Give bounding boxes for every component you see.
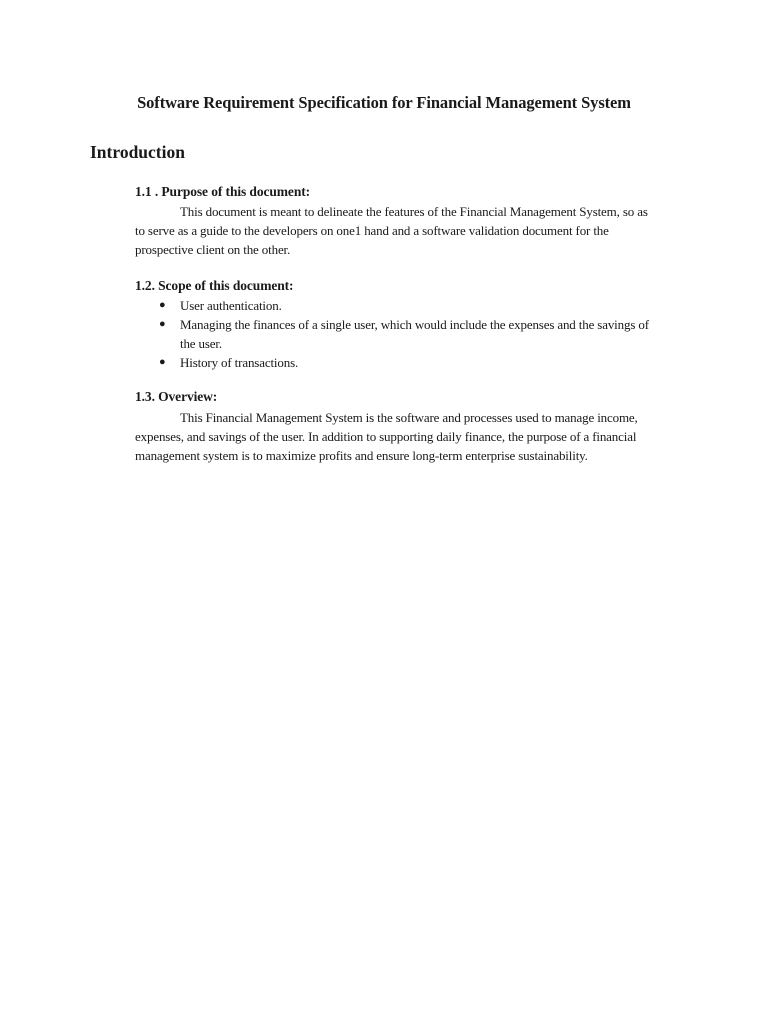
bullet-icon: ● [159,356,166,368]
scope-heading: 1.2. Scope of this document: [135,278,294,293]
scope-item-text: History of transactions. [180,355,299,370]
scope-list [135,296,655,372]
list-item [135,315,655,353]
bullet-icon: ● [159,318,166,330]
section-heading-introduction: Introduction [90,142,185,162]
overview-paragraph [135,408,655,465]
purpose-heading: 1.1 . Purpose of this document: [135,184,311,199]
list-item [135,296,655,315]
purpose-paragraph [135,202,655,259]
scope-item-text: User authentication. [180,298,282,313]
overview-heading: 1.3. Overview: [135,389,218,404]
purpose-text: This document is meant to delineate the features of the Financial Management System, so as to serve as a guide to the developers on one1 hand and a software validation document for the prospective client on the other. [135,204,648,257]
document-title: Software Requirement Specification for Financial Management System [137,93,631,112]
overview-text: This Financial Management System is the software and processes used to manage income, expenses, and savings of the user. In addition to supporting daily finance, the purpose of a financial management system is to maximize profits and ensure long-term enterprise sustainability. [135,410,638,463]
list-item [135,353,655,372]
bullet-icon: ● [159,299,166,311]
scope-item-text: Managing the finances of a single user, which would include the expenses and the savings of the user. [180,317,649,351]
